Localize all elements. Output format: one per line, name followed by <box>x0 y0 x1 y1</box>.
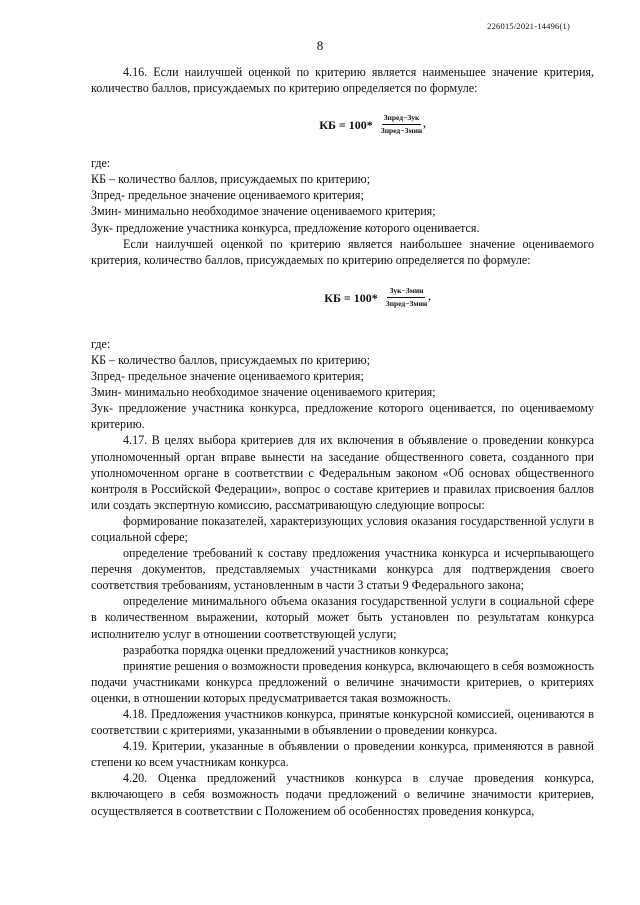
document-id: 226015/2021-14496(1) <box>487 21 570 31</box>
formula-lhs: КБ = 100* <box>324 290 378 305</box>
definition-zmin: Змин- минимально необходимое значение оцениваемого критерия; <box>91 204 436 219</box>
formula-fraction <box>386 286 427 309</box>
where-label: где: <box>91 336 111 351</box>
formula-numerator: Зпред−Зук <box>382 113 422 125</box>
definition-zpred: Зпред- предельное значение оцениваемого критерия; <box>91 188 364 203</box>
definition-zpred: Зпред- предельное значение оцениваемого критерия; <box>91 369 364 384</box>
definition-kb: КБ – количество баллов, присуждаемых по критерию; <box>91 352 371 367</box>
paragraph-4-17: 4.17. В целях выбора критериев для их включения в объявление о проведении конкурса уполномоченный орган вправе вынести на заседание общественного совета, созданного при уполномоченном органе в соответствии с Федеральным законом «Об основах общественного контроля в Российской Федерации», вопрос о составе критериев и правилах присвоения баллов или создать экспертную комиссию, рассматривающую следующие вопросы: <box>91 433 594 512</box>
paragraph-4-20: 4.20. Оценка предложений участников конкурса в случае проведения конкурса, включающего в себя возможность подачи предложений о величине значимости критериев, осуществляется в соответствии с Положением об особенностях проведения конкурса, <box>91 771 594 818</box>
list-item-question-3: определение минимального объема оказания государственной услуги в социальной сфере в количественном выражении, который может быть установлен по результатам конкурса исполнителю услуг в отношении соответствующей услуги; <box>91 594 594 641</box>
paragraph-max-best: Если наилучшей оценкой по критерию является наибольшее значение оцениваемого критерия, количество баллов, присуждаемых по критерию определяется по формуле: <box>91 236 594 267</box>
formula-numerator: Зук−Змин <box>387 286 425 298</box>
list-item-question-2: определение требований к составу предложения участника конкурса и исчерпывающего перечня документов, представляемых участниками конкурса для подтверждения своего соответствия требованиям, установленным в части 3 статьи 9 Федерального закона; <box>91 546 594 593</box>
formula-max-best <box>91 274 594 322</box>
formula-denominator: Зпред−Змин <box>380 126 423 136</box>
document-body <box>91 64 594 819</box>
page-number: 8 <box>316 38 324 53</box>
definition-zuk: Зук- предложение участника конкурса, предложение которого оценивается, по оцениваемому критерию. <box>91 401 594 432</box>
formula-tail: , <box>423 118 426 130</box>
formula-fraction <box>381 113 422 136</box>
paragraph-4-16: 4.16. Если наилучшей оценкой по критерию является наименьшее значение критерия, количество баллов, присуждаемых по критерию определяется по формуле: <box>91 65 594 96</box>
definition-zmin: Змин- минимально необходимое значение оцениваемого критерия; <box>91 385 436 400</box>
formula-tail: , <box>428 291 431 303</box>
list-item-question-4: разработка порядка оценки предложений участников конкурса; <box>123 642 449 657</box>
formula-min-best <box>91 98 594 151</box>
list-item-question-5: принятие решения о возможности проведения конкурса, включающего в себя возможность подачи участниками конкурса предложений о величине значимости критериев, о критериях оценки, в отношении которых предусматривается такая возможность. <box>91 658 594 705</box>
list-item-question-1: формирование показателей, характеризующих условия оказания государственной услуги в социальной сфере; <box>91 513 594 544</box>
where-label: где: <box>91 156 111 171</box>
definition-zuk: Зук- предложение участника конкурса, предложение которого оценивается. <box>91 220 480 235</box>
formula-denominator: Зпред−Змин <box>385 299 428 309</box>
paragraph-4-19: 4.19. Критерии, указанные в объявлении о проведении конкурса, применяются в равной степени ко всем участникам конкурса. <box>91 739 594 770</box>
formula-lhs: КБ = 100* <box>319 117 373 132</box>
paragraph-4-18: 4.18. Предложения участников конкурса, принятые конкурсной комиссией, оцениваются в соответствии с критериями, указанными в объявлении о проведении конкурса. <box>91 707 594 738</box>
definition-kb: КБ – количество баллов, присуждаемых по критерию; <box>91 172 371 187</box>
